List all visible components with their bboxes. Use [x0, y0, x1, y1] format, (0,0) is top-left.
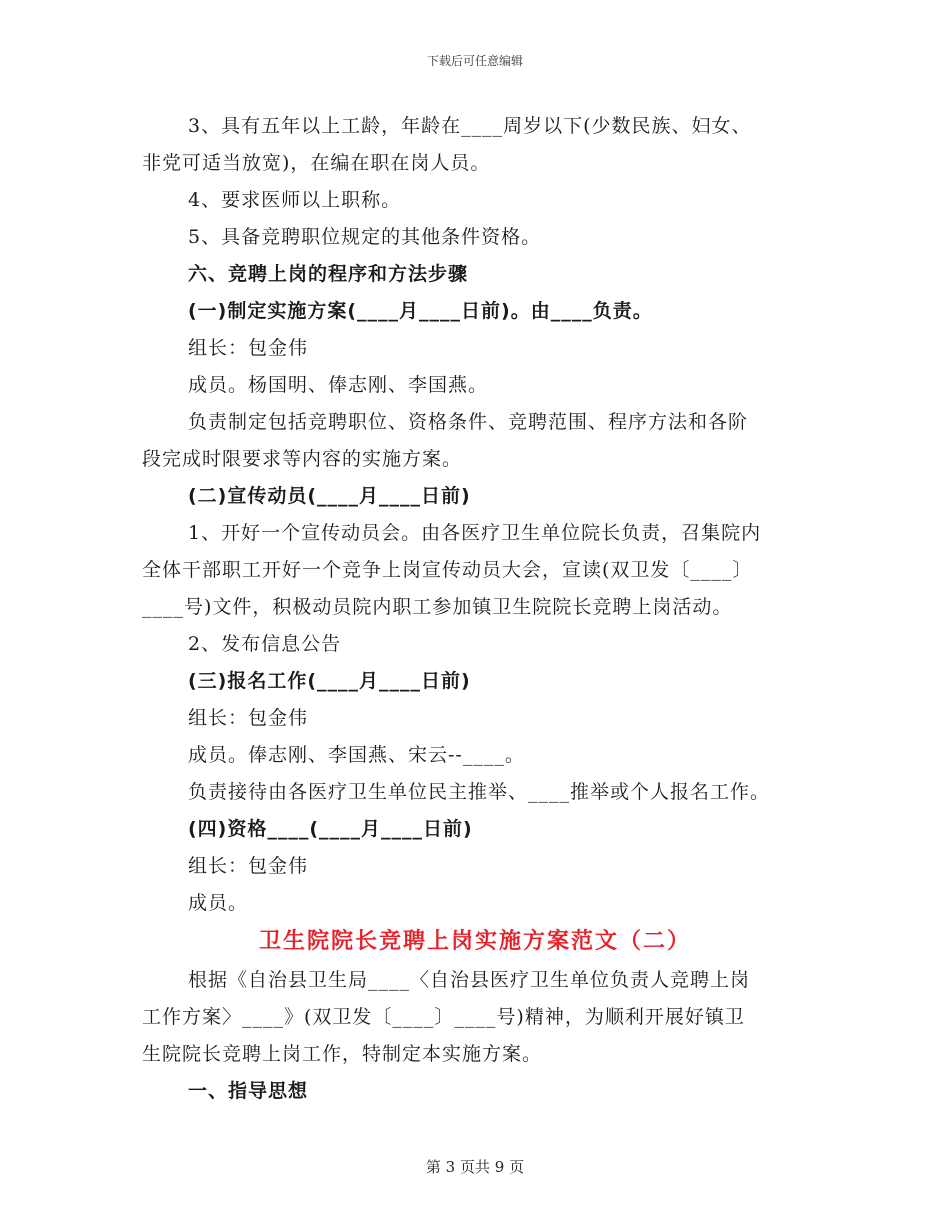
paragraph-line: 成员。杨国明、俸志刚、李国燕。: [188, 374, 489, 396]
paragraph-line: 段完成时限要求等内容的实施方案。: [142, 448, 463, 470]
paragraph-line: 5、具备竞聘职位规定的其他条件资格。: [188, 226, 542, 248]
section-one-text: [142, 108, 810, 922]
paragraph-line: 工作方案〉____》(双卫发〔____〕____号)精神，为顺利开展好镇卫: [142, 1006, 745, 1028]
paragraph-line: 3、具有五年以上工龄，年龄在____周岁以下(少数民族、妇女、: [188, 115, 752, 137]
paragraph-line: 根据《自治县卫生局____〈自治县医疗卫生单位负责人竞聘上岗: [188, 969, 751, 991]
paragraph-line: 成员。: [188, 892, 249, 914]
paragraph-line: 组长：包金伟: [188, 337, 309, 359]
section-title: 卫生院院长竞聘上岗实施方案范文（二）: [258, 929, 691, 954]
paragraph-line: ____号)文件，积极动员院内职工参加镇卫生院院长竞聘上岗活动。: [142, 596, 733, 618]
paragraph-line: 负责接待由各医疗卫生单位民主推举、____推举或个人报名工作。: [188, 781, 771, 803]
paragraph-line: 1、开好一个宣传动员会。由各医疗卫生单位院长负责，召集院内: [188, 522, 762, 544]
heading-line: (四)资格____(____月____日前): [188, 818, 473, 840]
document-body: [142, 108, 810, 1110]
paragraph-line: 组长：包金伟: [188, 855, 309, 877]
paragraph-line: 全体干部职工开好一个竞争上岗宣传动员大会，宣读(双卫发〔____〕: [142, 559, 753, 581]
paragraph-line: 非党可适当放宽)，在编在职在岗人员。: [142, 152, 491, 174]
page-header: 下载后可任意编辑: [426, 54, 523, 68]
paragraph-line: 生院院长竞聘上岗工作，特制定本实施方案。: [142, 1043, 543, 1065]
heading-line: (二)宣传动员(____月____日前): [188, 485, 471, 507]
page-footer: 第 3 页共 9 页: [425, 1158, 525, 1176]
heading-line: (三)报名工作(____月____日前): [188, 670, 471, 692]
paragraph-line: 成员。俸志刚、李国燕、宋云--____。: [188, 744, 525, 766]
heading-line: 一、指导思想: [188, 1080, 309, 1102]
section-two-text: [142, 962, 810, 1110]
paragraph-line: 4、要求医师以上职称。: [188, 189, 402, 211]
heading-line: 六、竞聘上岗的程序和方法步骤: [188, 263, 469, 285]
paragraph-line: 负责制定包括竞聘职位、资格条件、竞聘范围、程序方法和各阶: [188, 411, 749, 433]
heading-line: (一)制定实施方案(____月____日前)。由____负责。: [188, 300, 653, 322]
paragraph-line: 组长：包金伟: [188, 707, 309, 729]
paragraph-line: 2、发布信息公告: [188, 633, 342, 655]
